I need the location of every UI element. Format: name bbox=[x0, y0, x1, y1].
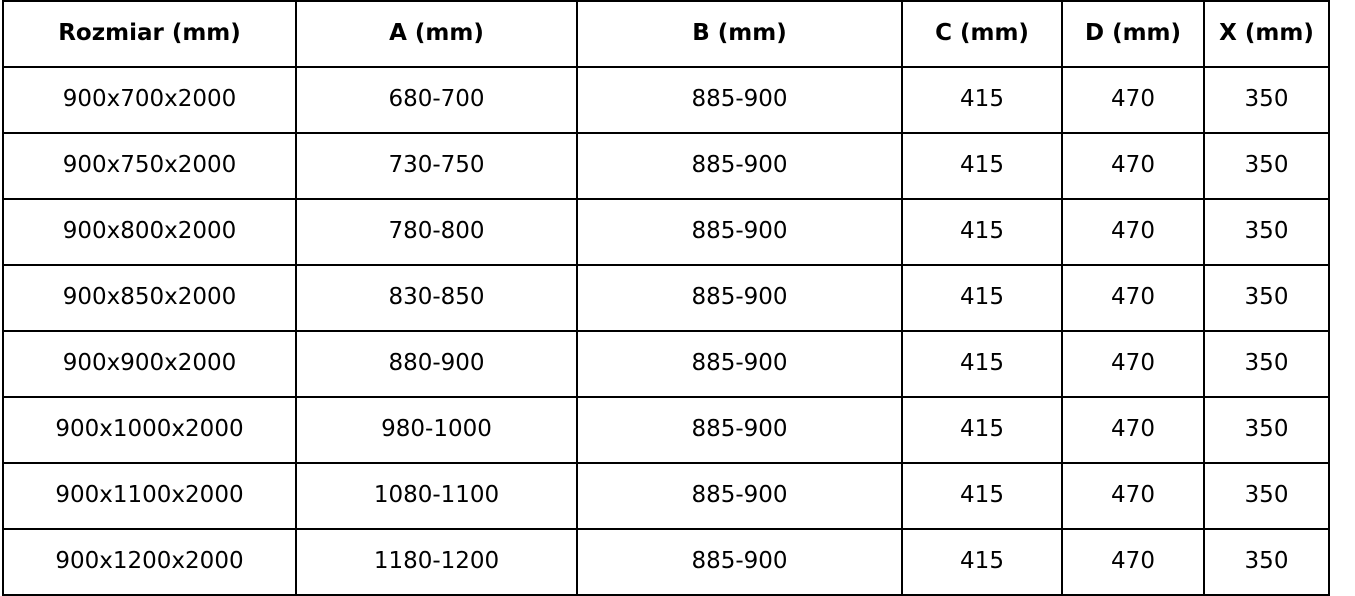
cell-d: 470 bbox=[1062, 133, 1204, 199]
table-header-row bbox=[3, 1, 1329, 67]
table-row bbox=[3, 331, 1329, 397]
table-row bbox=[3, 463, 1329, 529]
cell-x: 350 bbox=[1204, 397, 1329, 463]
table-row bbox=[3, 133, 1329, 199]
cell-rozmiar: 900x700x2000 bbox=[3, 67, 296, 133]
cell-a: 1180-1200 bbox=[296, 529, 577, 595]
cell-rozmiar: 900x1100x2000 bbox=[3, 463, 296, 529]
cell-b: 885-900 bbox=[577, 397, 902, 463]
cell-d: 470 bbox=[1062, 67, 1204, 133]
cell-x: 350 bbox=[1204, 331, 1329, 397]
cell-x: 350 bbox=[1204, 133, 1329, 199]
cell-x: 350 bbox=[1204, 199, 1329, 265]
column-header-b: B (mm) bbox=[577, 1, 902, 67]
cell-c: 415 bbox=[902, 265, 1062, 331]
cell-c: 415 bbox=[902, 67, 1062, 133]
table-row bbox=[3, 67, 1329, 133]
table-row bbox=[3, 265, 1329, 331]
column-header-c: C (mm) bbox=[902, 1, 1062, 67]
cell-a: 830-850 bbox=[296, 265, 577, 331]
cell-rozmiar: 900x750x2000 bbox=[3, 133, 296, 199]
column-header-d: D (mm) bbox=[1062, 1, 1204, 67]
cell-d: 470 bbox=[1062, 529, 1204, 595]
column-header-x: X (mm) bbox=[1204, 1, 1329, 67]
column-header-a: A (mm) bbox=[296, 1, 577, 67]
cell-b: 885-900 bbox=[577, 463, 902, 529]
cell-b: 885-900 bbox=[577, 529, 902, 595]
cell-rozmiar: 900x1200x2000 bbox=[3, 529, 296, 595]
cell-c: 415 bbox=[902, 133, 1062, 199]
table-row bbox=[3, 199, 1329, 265]
cell-d: 470 bbox=[1062, 463, 1204, 529]
cell-d: 470 bbox=[1062, 331, 1204, 397]
cell-x: 350 bbox=[1204, 529, 1329, 595]
cell-a: 980-1000 bbox=[296, 397, 577, 463]
cell-rozmiar: 900x1000x2000 bbox=[3, 397, 296, 463]
cell-b: 885-900 bbox=[577, 199, 902, 265]
cell-a: 880-900 bbox=[296, 331, 577, 397]
cell-x: 350 bbox=[1204, 463, 1329, 529]
cell-d: 470 bbox=[1062, 265, 1204, 331]
cell-rozmiar: 900x900x2000 bbox=[3, 331, 296, 397]
cell-x: 350 bbox=[1204, 67, 1329, 133]
dimensions-table bbox=[2, 0, 1330, 596]
table-row bbox=[3, 529, 1329, 595]
cell-b: 885-900 bbox=[577, 133, 902, 199]
cell-c: 415 bbox=[902, 463, 1062, 529]
column-header-rozmiar: Rozmiar (mm) bbox=[3, 1, 296, 67]
cell-d: 470 bbox=[1062, 199, 1204, 265]
cell-rozmiar: 900x850x2000 bbox=[3, 265, 296, 331]
cell-a: 730-750 bbox=[296, 133, 577, 199]
cell-c: 415 bbox=[902, 529, 1062, 595]
table-row bbox=[3, 397, 1329, 463]
cell-d: 470 bbox=[1062, 397, 1204, 463]
cell-x: 350 bbox=[1204, 265, 1329, 331]
cell-a: 1080-1100 bbox=[296, 463, 577, 529]
cell-b: 885-900 bbox=[577, 265, 902, 331]
cell-c: 415 bbox=[902, 397, 1062, 463]
cell-c: 415 bbox=[902, 199, 1062, 265]
cell-b: 885-900 bbox=[577, 331, 902, 397]
cell-a: 680-700 bbox=[296, 67, 577, 133]
cell-b: 885-900 bbox=[577, 67, 902, 133]
cell-a: 780-800 bbox=[296, 199, 577, 265]
cell-c: 415 bbox=[902, 331, 1062, 397]
cell-rozmiar: 900x800x2000 bbox=[3, 199, 296, 265]
